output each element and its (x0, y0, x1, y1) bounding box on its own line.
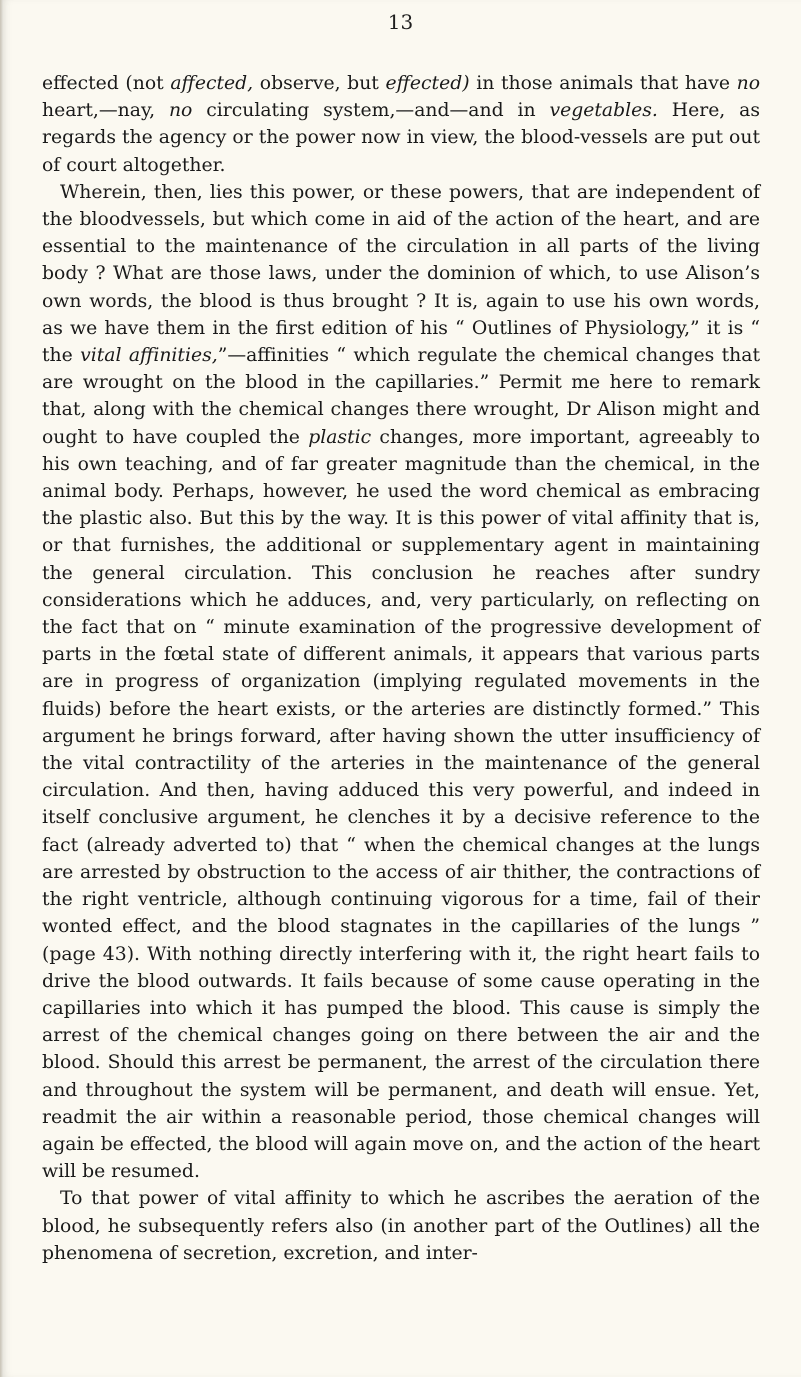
text-run: effected (not (42, 73, 171, 94)
text-run: circulating system,—and—and in (192, 100, 550, 122)
italic-text: affected, (170, 73, 254, 94)
page-number: 13 (387, 10, 414, 34)
italic-text: no (736, 73, 760, 94)
text-run: in those animals that have (469, 73, 737, 94)
paragraph (42, 179, 760, 1186)
text-run: To that power of vital affinity to which he ascribes the aeration of the blood, he subsequently refers also (in another part of the Outlines) all the phenomena of secretion, excretion, and inter- (42, 1188, 760, 1264)
text-run: Wherein, then, lies this power, or these powers, that are independent of the bloodvessels, but which come in aid of the action of the heart, and are essential to the maintenance of the circulation in all parts of the living body ? What are those laws, under the dominion of which, to use Alison’s own words, the blood is thus brought ? It is, again to use his own words, as we have them in the first edition of his “ Outlines of Physiology,” it is “ the (42, 181, 760, 367)
body-text (42, 70, 760, 1267)
text-run: Here, as regards the agency or the power now in view, the blood-vessels are put out of court altogether. (42, 100, 760, 176)
paragraph (42, 70, 760, 179)
text-run: ”—affinities “ which regulate the chemical changes that are wrought on the blood in the capillaries.” Permit me here to remark that, along with the chemical changes there wrought, Dr Alison might and ought to have coupled the (42, 345, 761, 448)
text-run: changes, more important, agreeably to his own teaching, and of far greater magnitude than the chemical, in the animal body. Perhaps, however, he used the word chemical as embracing the plastic also. But this by the way. It is this power of vital affinity that is, or that furnishes, the additional or supplementary agent in maintaining the general circulation. This conclusion he reaches after sundry considerations which he adduces, and, very particularly, on reflecting on the fact that on “ minute examination of the progressive development of parts in the fœtal state of different animals, it appears that various parts are in progress of organization (implying regulated movements in the fluids) before the heart exists, or the arteries are distinctly formed.” This argument he brings forward, after having shown the utter insufficiency of the vital contractility of the arteries in the maintenance of the general circulation. And then, having adduced this very powerful, and indeed in itself conclusive argument, he clenches it by a decisive reference to the fact (already adverted to) that “ when the chemical changes at the lungs are arrested by obstruction to the access of air thither, the contractions of the right ventricle, although continuing vigorous for a time, fail of their wonted effect, and the blood stagnates in the capillaries of the lungs ” (page 43). With nothing directly interfering with it, the right heart fails to drive the blood outwards. It fails because of some cause operating in the capillaries into which it has pumped the blood. This cause is simply the arrest of the chemical changes going on there between the air and the blood. Should this arrest be permanent, the arrest of the circulation there and throughout the system will be permanent, and death will ensue. Yet, readmit the air within a reasonable period, those chemical changes will again be effected, the blood will again move on, and the action of the heart will be resumed. (42, 426, 761, 1183)
italic-text: vegetables. (549, 100, 658, 122)
text-run: observe, but (253, 73, 386, 94)
italic-text: effected) (385, 73, 470, 94)
paragraph (42, 1185, 760, 1267)
italic-text: no (168, 100, 193, 122)
text-run: heart,—nay, (42, 100, 169, 122)
italic-text: vital affinities, (80, 345, 218, 367)
italic-text: plastic (308, 426, 372, 448)
page-edge-shadow (0, 0, 3, 1377)
